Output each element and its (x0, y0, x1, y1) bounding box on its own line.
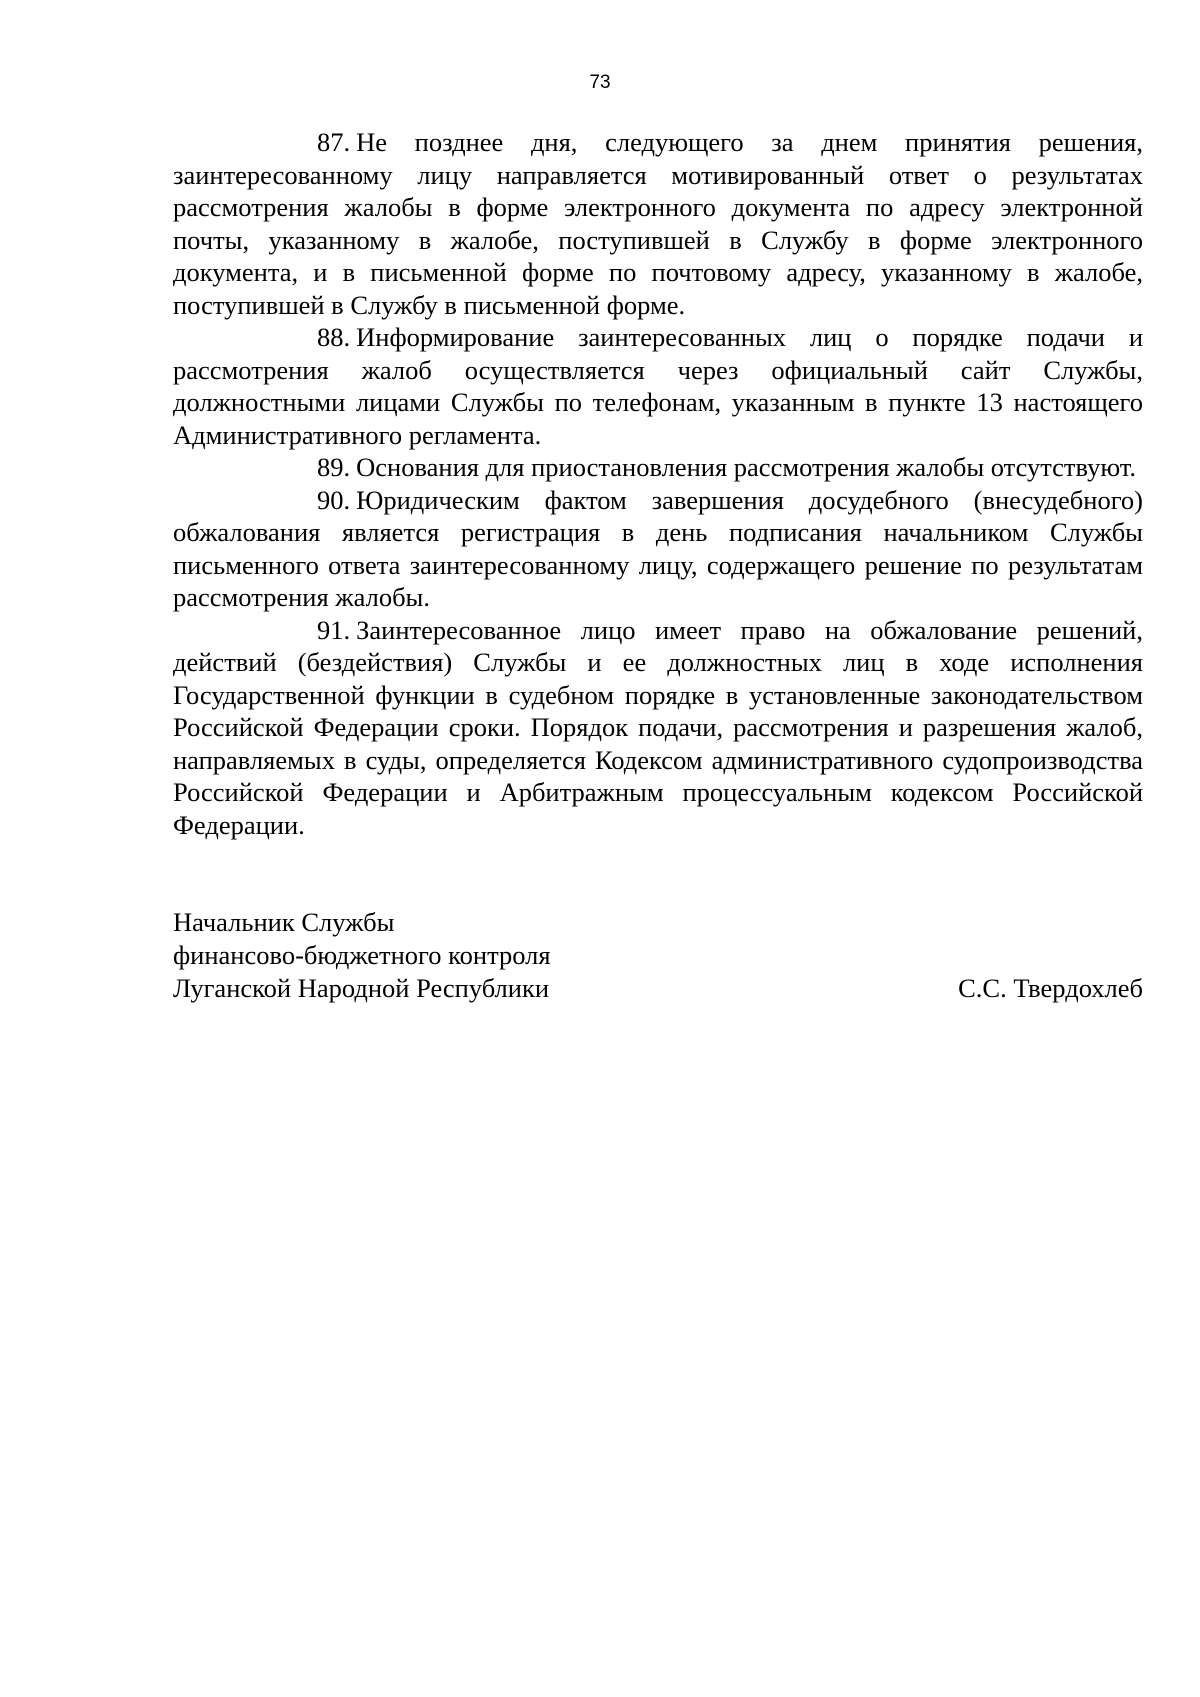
paragraph-87 (173, 126, 1143, 321)
signatory-title-line-3: Луганской Народной Республики (173, 973, 550, 1003)
signatory-name: С.С. Твердохлеб (958, 973, 1143, 1003)
paragraph-number: 89. (317, 452, 351, 482)
paragraph-90 (173, 484, 1143, 614)
signature-block (173, 906, 1143, 1005)
paragraph-text: Не позднее дня, следующего за днем принятия решения, заинтересованному лицу направляется мотивированный ответ о результатах рассмотрения жалобы в форме электронного документа по адресу электронной почты, указанному в жалобе, поступившей в Службу в форме электронного документа, и в письменной форме по почтовому адресу, указанному в жалобе, поступившей в Службу в письменной форме. (173, 127, 1143, 320)
signatory-title-line-1: Начальник Службы (173, 907, 395, 937)
paragraph-89 (173, 451, 1143, 484)
paragraph-text: Юридическим фактом завершения досудебного (внесудебного) обжалования является регистрация в день подписания начальником Службы письменного ответа заинтересованному лицу, содержащего решение по результатам рассмотрения жалобы. (173, 484, 1143, 612)
paragraph-88 (173, 321, 1143, 451)
paragraph-91 (173, 614, 1143, 842)
document-body (173, 126, 1143, 841)
paragraph-number: 90. (317, 484, 351, 515)
paragraph-number: 91. (317, 614, 351, 645)
paragraph-number: 88. (317, 322, 351, 352)
paragraph-text: Информирование заинтересованных лиц о порядке подачи и рассмотрения жалоб осуществляется через официальный сайт Службы, должностными лицами Службы по телефонам, указанным в пункте 13 настоящего Административного регламента. (173, 322, 1143, 450)
page-number: 73 (589, 72, 611, 93)
signatory-title-line-2: финансово-бюджетного контроля (173, 940, 551, 970)
paragraph-text: Заинтересованное лицо имеет право на обжалование решений, действий (бездействия) Службы и ее должностных лиц в ходе исполнения Государственной функции в судебном порядке в установленные законодательством Российской Федерации сроки. Порядок подачи, рассмотрения и разрешения жалоб, направляемых в суды, определяется Кодексом административного судопроизводства Российской Федерации и Арбитражным процессуальным кодексом Российской Федерации. (173, 614, 1143, 840)
paragraph-number: 87. (317, 127, 351, 157)
paragraph-text: Основания для приостановления рассмотрения жалобы отсутствуют. (356, 452, 1137, 482)
